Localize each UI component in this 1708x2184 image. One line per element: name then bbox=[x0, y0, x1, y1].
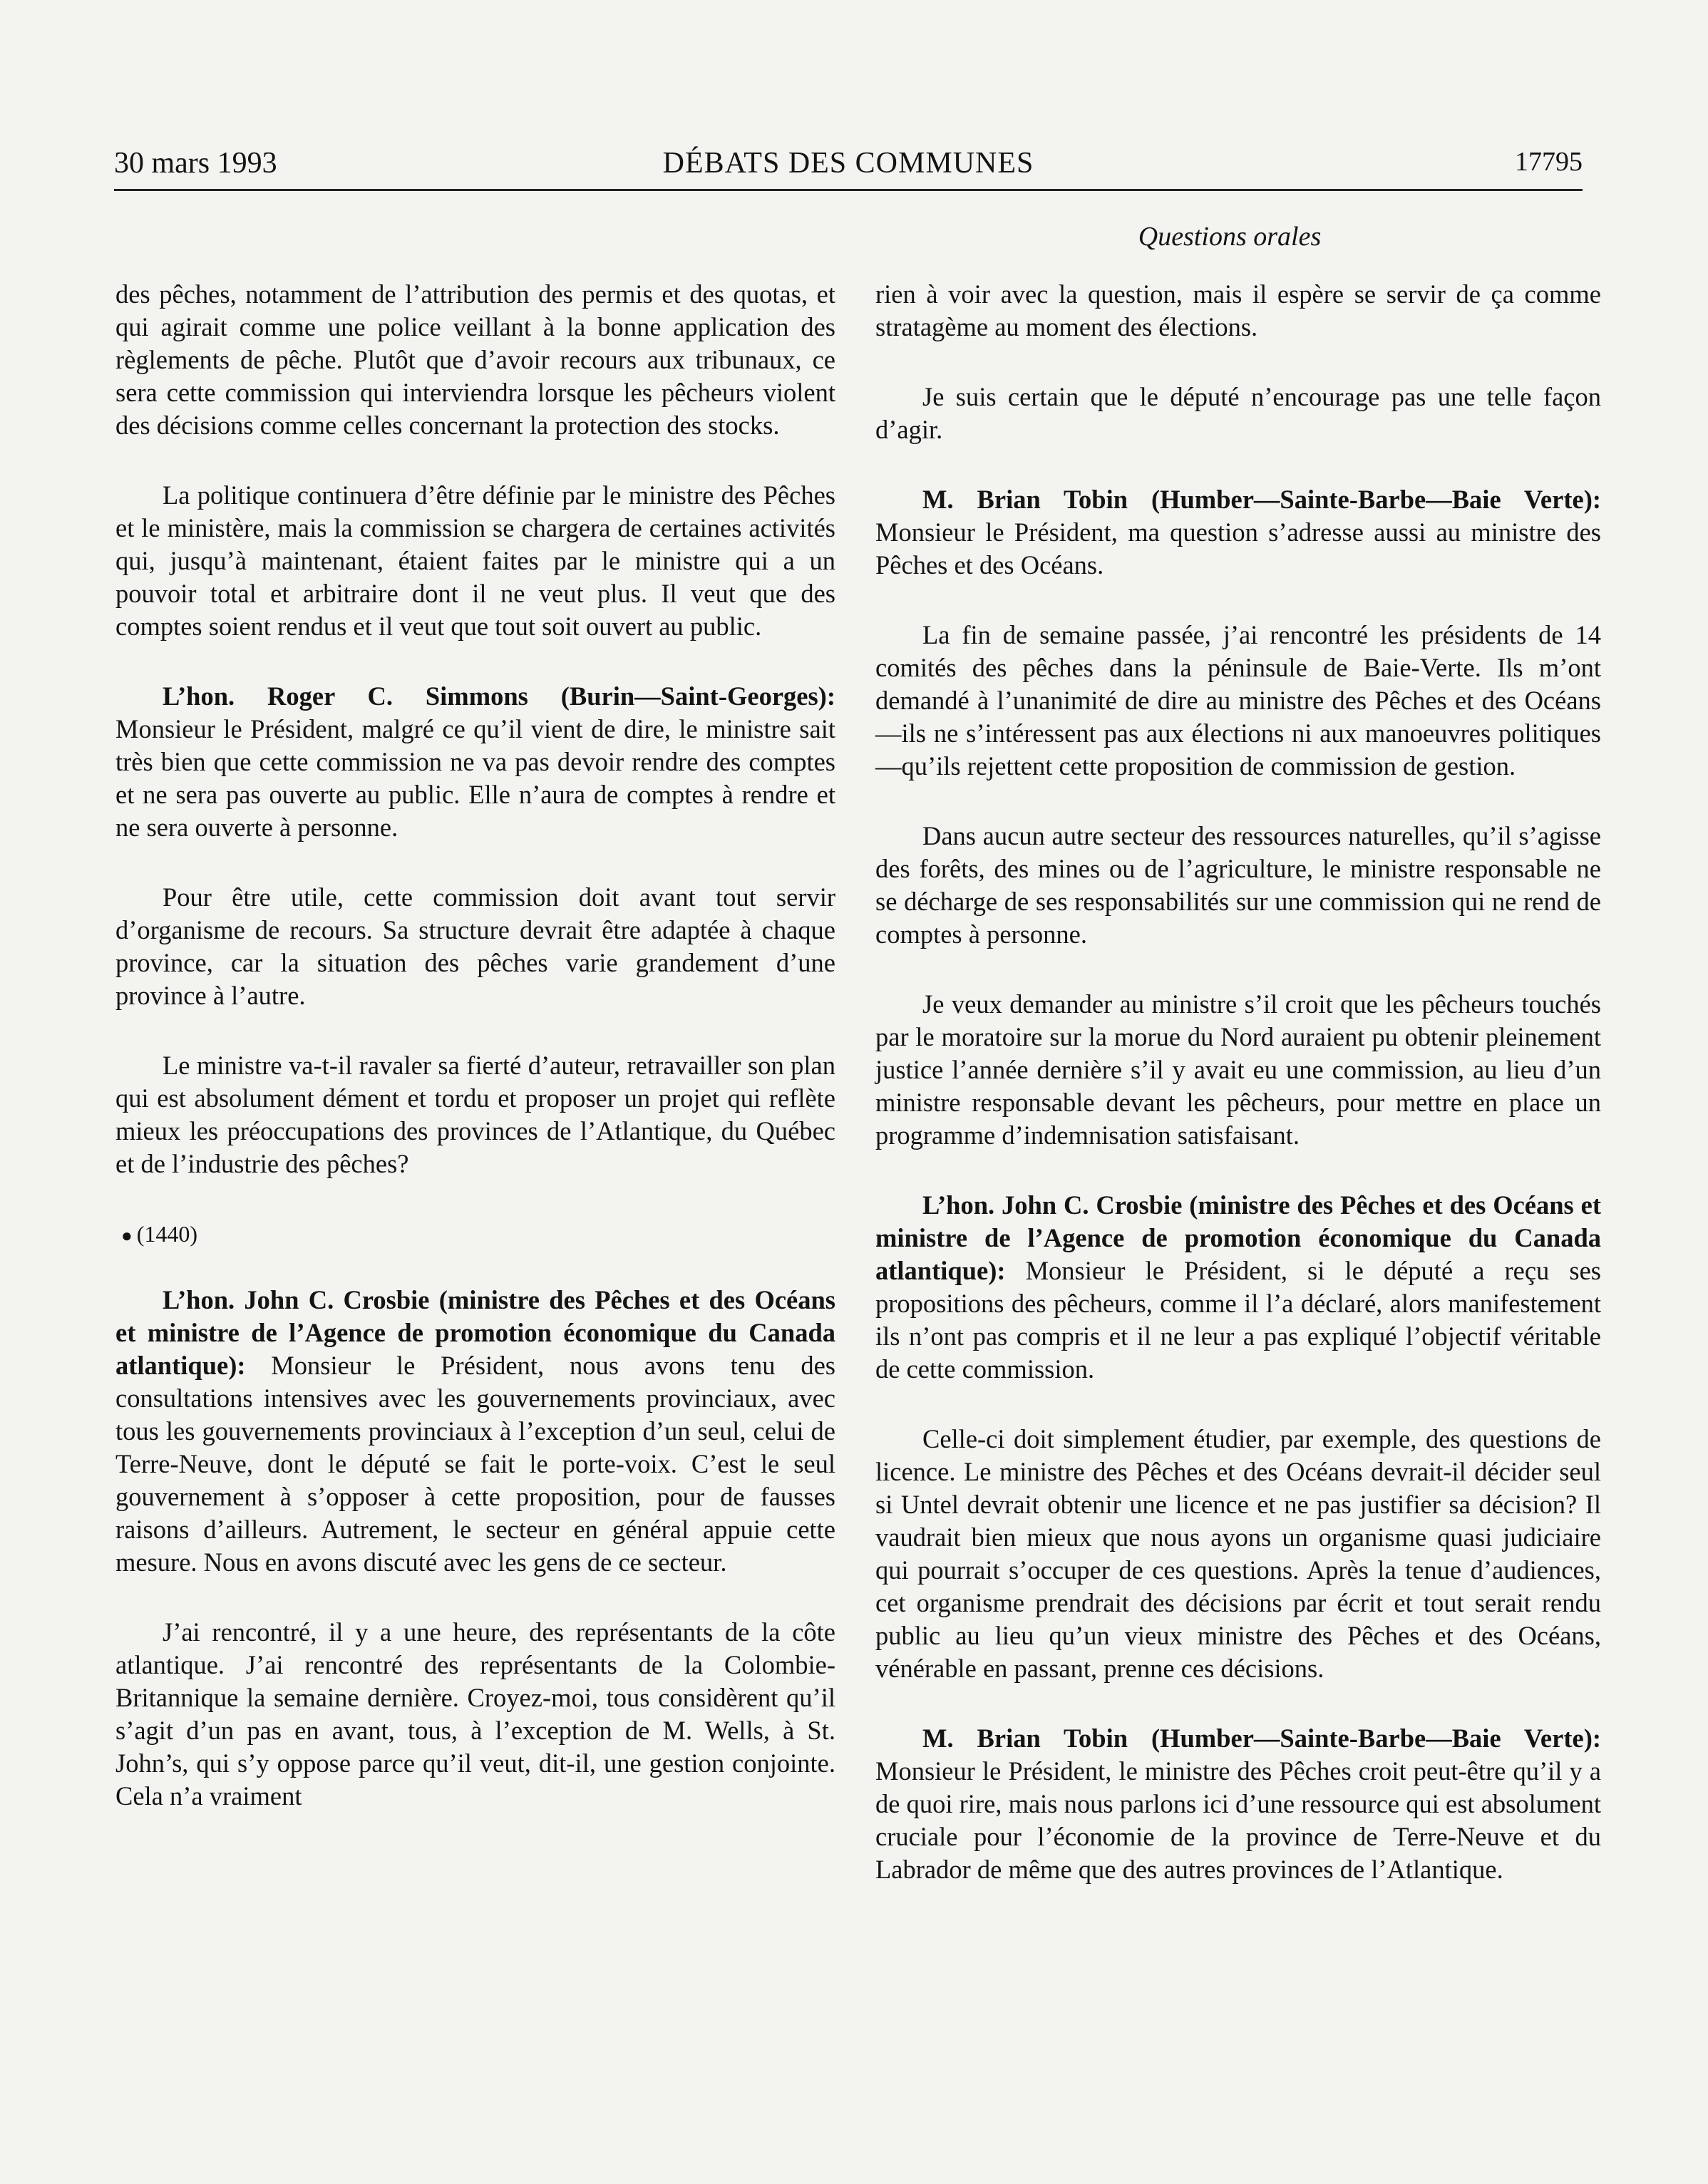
speech-paragraph bbox=[115, 1284, 835, 1579]
section-label: Questions orales bbox=[1138, 222, 1322, 252]
speech-paragraph bbox=[875, 1189, 1601, 1386]
time-marker bbox=[121, 1217, 835, 1252]
paragraph: Dans aucun autre secteur des ressources naturelles, qu’il s’agisse des forêts, des mines ou de l’agriculture, le ministre responsable ne se décharge de ses responsabilités sur une commission qui ne rend de comptes à personne. bbox=[875, 821, 1601, 949]
header-date: 30 mars 1993 bbox=[114, 147, 277, 180]
paragraph: Pour être utile, cette commission doit avant tout servir d’organisme de recours. Sa structure devrait être adaptée à chaque province, car la situation des pêches varie grandement d’une province à l’autre. bbox=[115, 882, 835, 1010]
header-title: DÉBATS DES COMMUNES bbox=[662, 147, 1034, 180]
paragraph: des pêches, notamment de l’attribution des permis et des quotas, et qui agirait comme une police veillant à la bonne application des règlements de pêche. Plutôt que d’avoir recours aux tribunaux, ce sera cette commission qui interviendra lorsque les pêcheurs violent des décisions comme celles concernant la protection des stocks. bbox=[115, 279, 835, 440]
paragraph: Celle-ci doit simplement étudier, par exemple, des questions de licence. Le ministre des Pêches et des Océans devrait-il décider seul si Untel devrait obtenir une licence et ne pas justifier sa décision? Il vaudrait bien mieux que nous ayons un organisme quasi judiciaire qui pourrait s’occuper de ces questions. Après la tenue d’audiences, cet organisme prendrait des décisions par écrit et tout serait rendu public au lieu qu’un vieux ministre des Pêches et des Océans, vénérable en passant, prenne ces décisions. bbox=[875, 1424, 1601, 1683]
speech-text: Monsieur le Président, nous avons tenu des consultations intensives avec les gouvernements provinciaux, avec tous les gouvernements provinciaux à l’exception d’un seul, celui de Terre-Neuve, dont le député se fait le porte-voix. C’est le seul gouvernement à s’opposer à cette proposition, pour de fausses raisons d’ailleurs. Autrement, le secteur en général appuie cette mesure. Nous en avons discuté avec les gens de ce secteur. bbox=[115, 1351, 835, 1577]
header-page-number: 17795 bbox=[1515, 147, 1583, 177]
speech-paragraph bbox=[875, 483, 1601, 582]
bullet-icon: ● bbox=[121, 1225, 133, 1246]
page-header bbox=[114, 146, 1583, 191]
speech-text: Monsieur le Président, si le député a reçu ses propositions des pêcheurs, comme il l’a déclaré, alors manifestement ils n’ont pas compris et il ne leur a pas expliqué l’objectif véritable de cette commission. bbox=[875, 1256, 1601, 1384]
speech-text: Monsieur le Président, ma question s’adresse aussi au ministre des Pêches et des Océans. bbox=[875, 517, 1601, 580]
speech-paragraph bbox=[115, 680, 835, 844]
speech-text: Monsieur le Président, malgré ce qu’il vient de dire, le ministre sait très bien que cette commission ne va pas devoir rendre des comptes et ne sera pas ouverte au public. Elle n’aura de comptes à rendre et ne sera ouverte à personne. bbox=[115, 714, 835, 842]
speaker-name: L’hon. Roger C. Simmons (Burin—Saint-Georges): bbox=[163, 681, 835, 711]
speech-paragraph bbox=[875, 1722, 1601, 1886]
speech-text: Monsieur le Président, le ministre des Pêches croit peut-être qu’il y a de quoi rire, mais nous parlons ici d’une ressource qui est absolument cruciale pour l’économie de la province de Terre-Neuve et du Labrador de même que des autres provinces de l’Atlantique. bbox=[875, 1756, 1601, 1884]
speaker-name: M. Brian Tobin (Humber—Sainte-Barbe—Baie Verte): bbox=[922, 485, 1601, 514]
paragraph: Je veux demander au ministre s’il croit que les pêcheurs touchés par le moratoire sur la morue du Nord auraient pu obtenir pleinement justice l’année dernière s’il y avait eu une commission, au lieu d’un ministre responsable devant les pêcheurs, pour mettre en place un programme d’indemnisation satisfaisant. bbox=[875, 989, 1601, 1150]
paragraph: Le ministre va-t-il ravaler sa fierté d’auteur, retravailler son plan qui est absolument dément et tordu et proposer un projet qui reflète mieux les préoccupations des provinces de l’Atlantique, du Québec et de l’industrie des pêches? bbox=[115, 1051, 835, 1178]
speaker-name: L’hon. John C. Crosbie (ministre des Pêches et des Océans et ministre de l’Agence de promotion économique du Canada atlantique): bbox=[875, 1190, 1601, 1285]
time-marker-text: (1440) bbox=[136, 1221, 198, 1247]
paragraph: Je suis certain que le député n’encourage pas une telle façon d’agir. bbox=[875, 382, 1601, 444]
left-column bbox=[115, 278, 835, 1850]
right-column bbox=[875, 278, 1601, 1923]
paragraph: La fin de semaine passée, j’ai rencontré les présidents de 14 comités des pêches dans la péninsule de Baie-Verte. Ils m’ont demandé à l’unanimité de dire au ministre des Pêches et des Océans—ils ne s’intéressent pas aux élections ni aux manoeuvres politiques—qu’ils rejettent cette proposition de commission de gestion. bbox=[875, 620, 1601, 781]
speaker-name: L’hon. John C. Crosbie (ministre des Pêches et des Océans et ministre de l’Agence de promotion économique du Canada atlantique): bbox=[115, 1285, 835, 1380]
paragraph: rien à voir avec la question, mais il espère se servir de ça comme stratagème au moment des élections. bbox=[875, 279, 1601, 341]
paragraph: La politique continuera d’être définie par le ministre des Pêches et le ministère, mais la commission se chargera de certaines activités qui, jusqu’à maintenant, étaient faites par le ministre qui a un pouvoir total et arbitraire dont il ne veut plus. Il veut que des comptes soient rendus et il veut que tout soit ouvert au public. bbox=[115, 480, 835, 641]
speaker-name: M. Brian Tobin (Humber—Sainte-Barbe—Baie Verte): bbox=[922, 1724, 1601, 1753]
paragraph: J’ai rencontré, il y a une heure, des représentants de la côte atlantique. J’ai rencontré des représentants de la Colombie-Britannique la semaine dernière. Croyez-moi, tous considèrent qu’il s’agit d’un pas en avant, tous, à l’exception de M. Wells, à St. John’s, qui s’y oppose parce qu’il veut, dit-il, une gestion conjointe. Cela n’a vraiment bbox=[115, 1617, 835, 1810]
